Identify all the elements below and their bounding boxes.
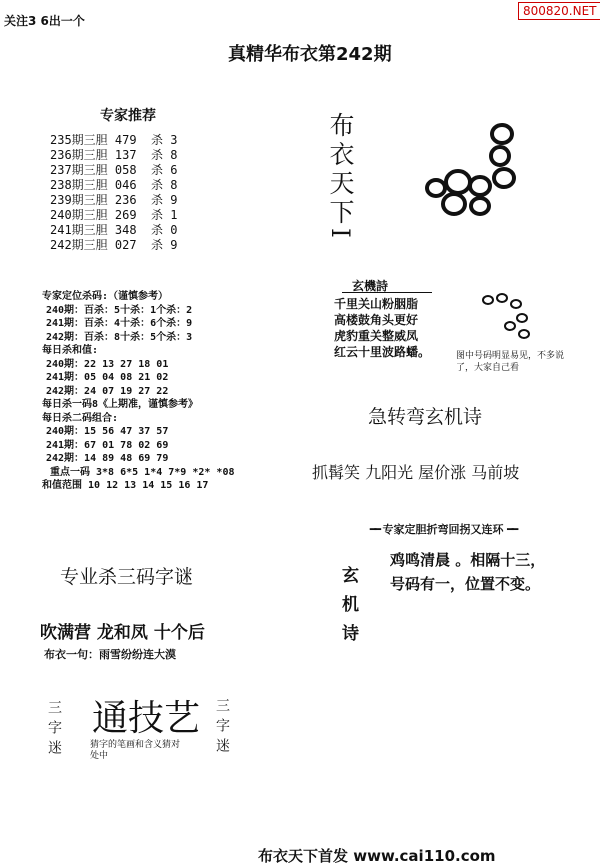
- image-caption: 图中号码明显易见，不多说了，大家自己看: [456, 351, 565, 373]
- expert-row: 240期三胆 269 杀 1: [50, 208, 178, 222]
- focus-line: 重点一码 3*8 6*5 1*4 7*9 *2* *08: [50, 466, 235, 478]
- three-char-left: 三字迷: [46, 700, 62, 760]
- xuanji-text-line: 鸡鸣清晨 。相隔十三，: [390, 551, 546, 569]
- site-badge[interactable]: 800820.NET: [518, 2, 600, 20]
- expert-row: 238期三胆 046 杀 8: [50, 178, 178, 192]
- riddle-heading: 专业杀三码字谜: [60, 566, 194, 588]
- daily-pair-row: 241期：67 01 78 02 69: [46, 439, 169, 451]
- divider: [342, 292, 432, 293]
- poem-line: 高楼鼓角头更好: [334, 313, 419, 327]
- poem-line: 红云十里波路蟠。: [334, 345, 431, 359]
- position-kill-row: 242期：百杀：8十杀：5个杀：3: [46, 331, 193, 343]
- chain-illustration: [420, 122, 530, 222]
- buyi-phrase: 布衣一句：雨雪纷纷连大漠: [44, 648, 176, 661]
- small-chain-illustration: [480, 290, 545, 345]
- page-title: 真精华布衣第242期: [228, 44, 392, 65]
- xuanji-text-line: 号码有一，位置不变。: [390, 575, 541, 593]
- expert-banner-text: 专家定胆折弯回拐又连环: [382, 523, 504, 536]
- xuanji-vertical: 玄机诗: [338, 566, 358, 653]
- position-kill-heading: 专家定位杀码:（谨慎参考）: [42, 291, 169, 302]
- expert-heading: 专家推荐: [100, 108, 156, 124]
- daily-sum-row: 241期：05 04 08 21 02: [46, 372, 169, 383]
- daily-sum-row: 240期：22 13 27 18 01: [46, 358, 169, 370]
- riddle-line: 吹满营 龙和凤 十个后: [40, 623, 205, 643]
- stats-block: [42, 290, 292, 493]
- poem-line: 千里关山粉胭脂: [334, 297, 419, 311]
- top-note: 关注3 6出一个: [4, 14, 85, 28]
- big-characters: 通技艺: [92, 698, 201, 739]
- expert-row: 239期三胆 236 杀 9: [50, 193, 178, 207]
- expert-row: 242期三胆 027 杀 9: [50, 238, 178, 252]
- big-chars-note: 猜字的笔画和含义猜对处中: [90, 740, 181, 761]
- expert-row: 241期三胆 348 杀 0: [50, 223, 178, 237]
- daily-pair-row: 242期：14 89 48 69 79: [46, 453, 169, 464]
- sum-range: 和值范围 10 12 13 14 15 16 17: [42, 480, 209, 491]
- right-title: 布衣天下I: [326, 112, 355, 242]
- poem-line: 虎豹重关整威凤: [334, 329, 419, 343]
- daily-pair-heading: 每日杀二码组合:: [42, 412, 119, 424]
- jizhuan-line: 抓髯笑 九阳光 屋价涨 马前坡: [312, 463, 520, 482]
- expert-row: 235期三胆 479 杀 3: [50, 133, 178, 147]
- expert-row: 237期三胆 058 杀 6: [50, 163, 178, 177]
- expert-row: 236期三胆 137 杀 8: [50, 148, 178, 162]
- daily-one-code: 每日杀一码8《上期准，谨慎参考》: [42, 399, 199, 410]
- daily-sum-row: 242期：24 07 19 27 22: [46, 385, 169, 397]
- xuanji-heading: 玄機詩: [352, 279, 389, 293]
- position-kill-row: 240期：百杀：5十杀：1个杀：2: [46, 304, 193, 316]
- position-kill-row: 241期：百杀：4十杀：6个杀：9: [46, 318, 193, 329]
- expert-banner: ━━ 专家定胆折弯回拐又连环 ━━: [369, 523, 517, 536]
- footer[interactable]: 布衣天下首发 www.cai110.com: [258, 847, 496, 865]
- expert-list: [50, 133, 177, 253]
- jizhuan-heading: 急转弯玄机诗: [368, 406, 483, 428]
- three-char-right: 三字迷: [214, 698, 230, 758]
- xuanji-text: [390, 548, 545, 596]
- xuanji-poem: [334, 296, 430, 360]
- daily-sum-heading: 每日杀和值:: [42, 345, 99, 356]
- daily-pair-row: 240期：15 56 47 37 57: [46, 426, 169, 437]
